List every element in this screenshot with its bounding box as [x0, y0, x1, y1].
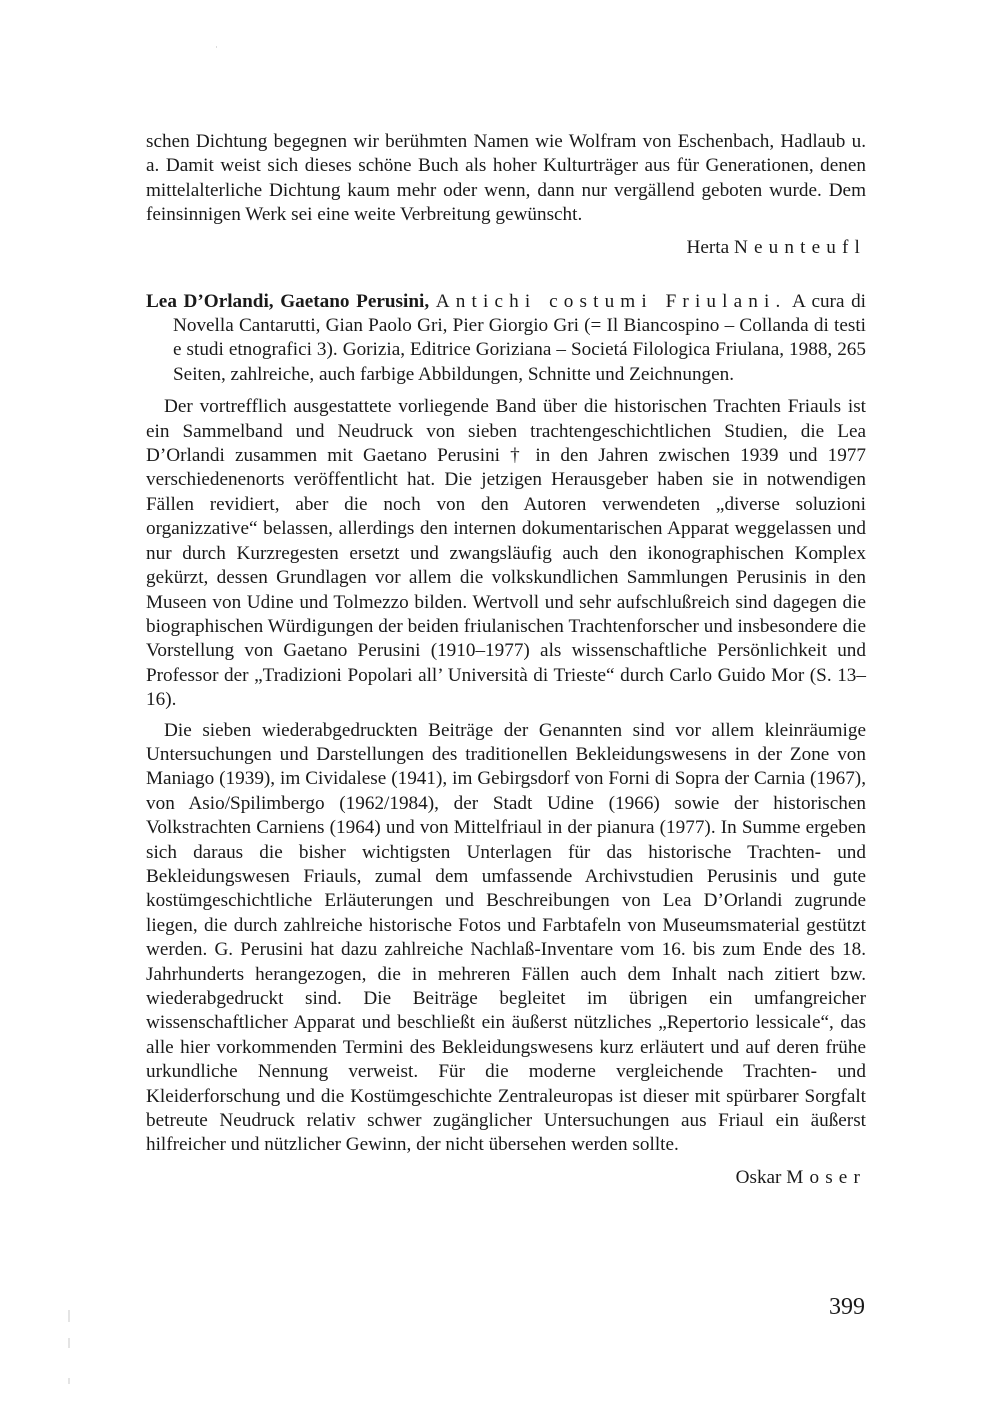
book-title: Antichi costumi Friulani.: [435, 290, 787, 312]
bibliographic-entry: [146, 290, 866, 388]
binding-mark: [68, 1310, 70, 1322]
reviewer-first-name: Herta: [686, 236, 730, 258]
page-number: 399: [829, 1294, 865, 1320]
reviewer-signature: [146, 236, 866, 260]
reviewer-last-name: Neunteufl: [733, 236, 866, 258]
review-continuation-paragraph: schen Dichtung begegnen wir berühmten Namen wie Wolfram von Eschenbach, Hadlaub u. a. Damit weist sich dieses schöne Buch als hoher Kulturträger aus für Generationen, denen mittelalterliche Dichtung kaum mehr oder wenn, dann nur vergällend geboten wurde. Dem feinsinnigen Werk sei eine weite Verbreitung gewünscht.: [146, 131, 866, 226]
reviewer-first-name: Oskar: [735, 1166, 782, 1188]
binding-mark: [68, 1378, 70, 1384]
review-paragraph: Die sieben wiederabgedruckten Beiträge der Genannten sind vor allem kleinräumige Untersuchungen und Darstellungen des traditionellen Bekleidungswesens in der Zone von Maniago (1939), im Cividalese (1941), im Gebirgsdorf von Forni di Sopra der Carnia (1967), von Asio/Spilimbergo (1962/1984), der Stadt Udine (1966) sowie der historischen Volkstrachten Carniens (1964) und von Mittelfriaul in der pianura (1977). In Summe ergeben sich daraus die bisher wichtigsten Unterlagen für das historische Trachten- und Bekleidungswesen Friauls, zumal dem umfassende Archivstudien Perusinis und gute kostümgeschichtliche Erläuterungen und Beschreibungen von Lea D’Orlandi zugrunde liegen, die durch zahlreiche historische Fotos und Farbtafeln von Museumsmaterial gestützt werden. G. Perusini hat dazu zahlreiche Nachlaß-Inventare vom 16. bis zum Ende des 18. Jahrhunderts herangezogen, die in mehreren Fällen auch dem Inhalt nach zitiert bzw. wiederabgedruckt sind. Die Beiträge begleitet im übrigen ein umfangreicher wissenschaftlicher Apparat und beschließt ein äußerst nützliches „Repertorio lessicale“, das alle hier vorkommenden Termini des Bekleidungswesens kurz erläutert und auf deren frühe urkundliche Nennung verweist. Für die moderne vergleichende Trachten- und Kleiderforschung und die Kostümgeschichte Zentraleuropas ist dieser mit spürbarer Sorgfalt betreute Neudruck relativ schwer zugänglicher Untersuchungen aus Friaul ein äußerst hilfreicher und nützlicher Gewinn, der nicht übersehen werden sollte.: [146, 719, 866, 1156]
scan-speck: [216, 46, 217, 48]
page-content: [146, 130, 866, 1190]
review-paragraph: Der vortrefflich ausgestattete vorliegende Band über die historischen Trachten Friauls ist ein Sammelband und Neudruck von sieben trachtengeschichtlichen Studien, die Lea D’Orlandi zusammen mit Gaetano Perusini † in den Jahren zwischen 1939 und 1977 verschiedenenorts veröffentlicht hat. Die jetzigen Herausgeber haben sie in notwendigen Fällen revidiert, aber die noch von den Autoren verwendeten „diverse soluzioni organizzative“ belassen, allerdings den internen dokumentarischen Apparat weggelassen und nur durch Kurzregesten ersetzt und zwangsläufig auch den ikonographischen Komplex gekürzt, dessen Grundlagen vor allem die volkskundlichen Sammlungen Perusinis in den Museen von Udine und Tolmezzo bilden. Wertvoll und sehr aufschlußreich sind dagegen die biographischen Würdigungen der beiden friulanischen Trachtenforscher und insbesondere die Vorstellung von Gaetano Perusini (1910–1977) als wissenschaftliche Persönlichkeit und Professor der „Tradizioni Popolari all’ Università di Trieste“ durch Carlo Guido Mor (S. 13–16).: [146, 396, 866, 711]
book-authors: Lea D’Orlandi, Gaetano Perusini,: [146, 290, 430, 312]
binding-mark: [68, 1338, 70, 1348]
reviewer-signature: [146, 1166, 866, 1190]
reviewer-last-name: Moser: [786, 1166, 866, 1188]
book-details: A cura di Novella Cantarutti, Gian Paolo Gri, Pier Giorgio Gri (= Il Biancospino – Collanda di testi e studi etnografici 3). Gorizia, Editrice Goriziana – Societá Filologica Friulana, 1988, 265 Seiten, zahlreiche, auch farbige Abbildungen, Schnitte und Zeichnungen.: [173, 290, 866, 385]
